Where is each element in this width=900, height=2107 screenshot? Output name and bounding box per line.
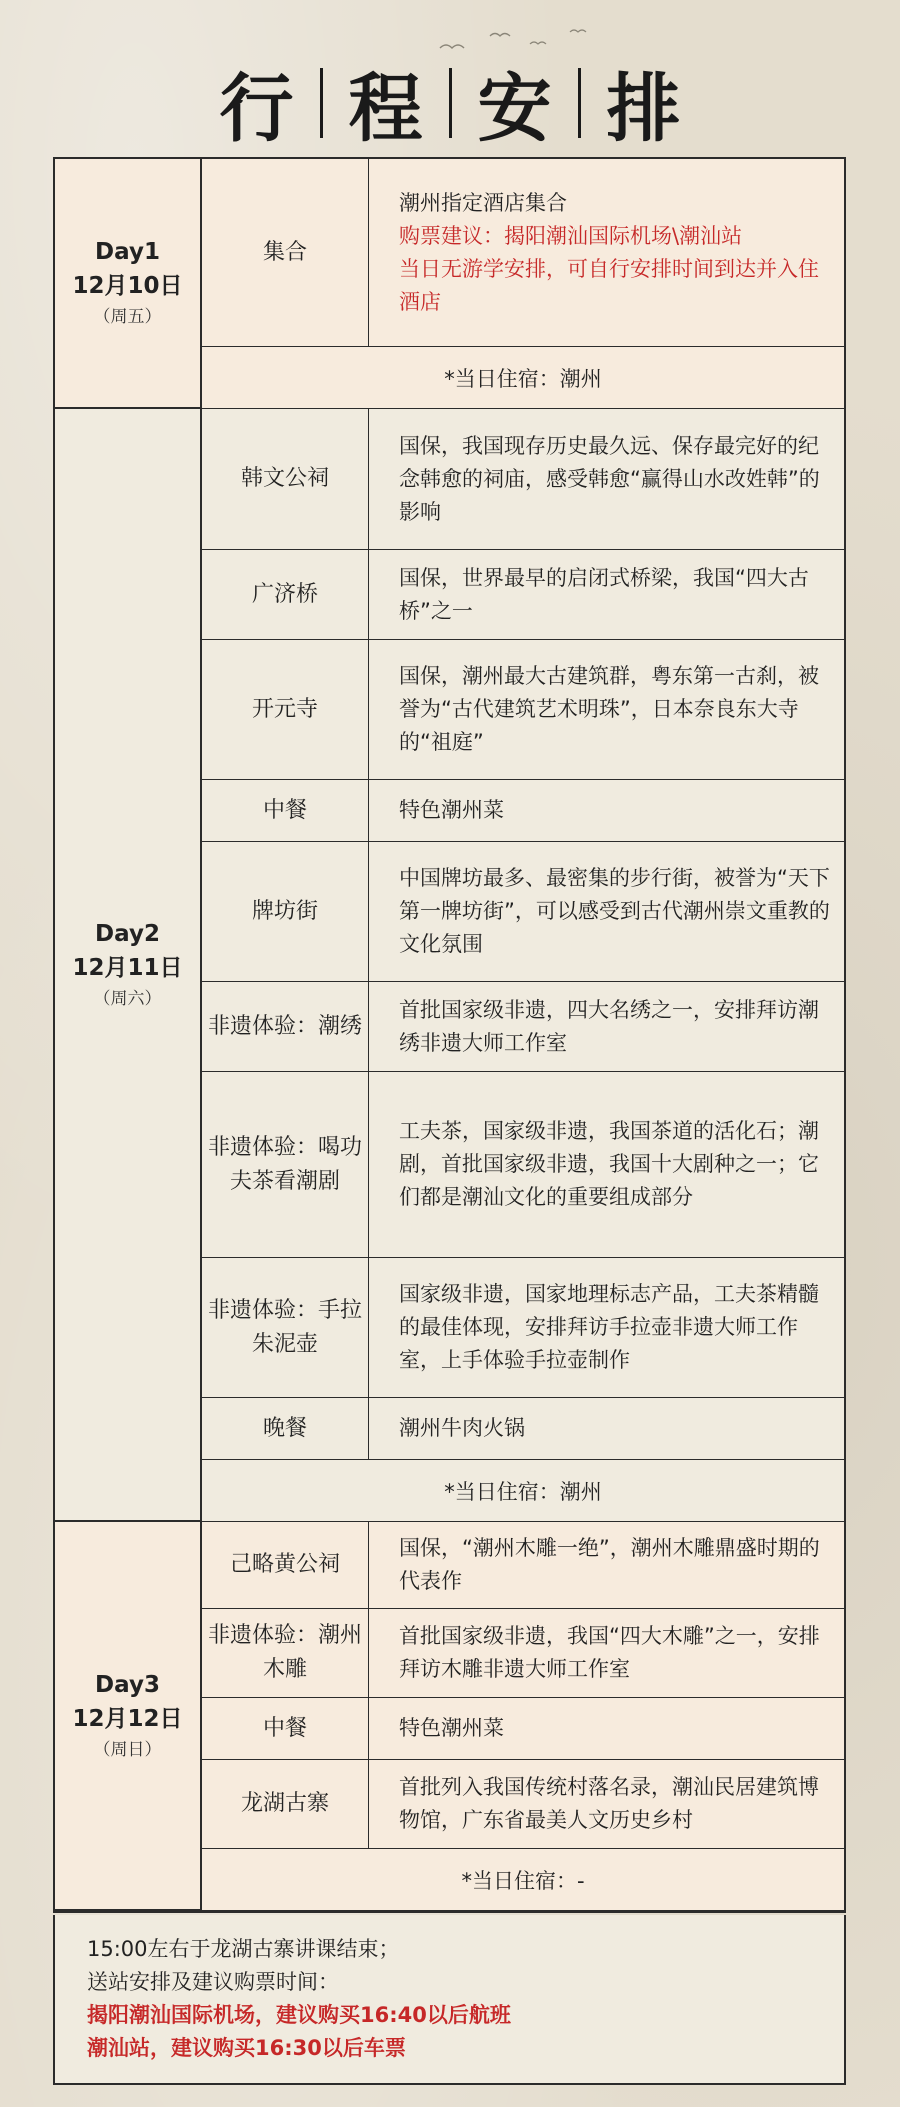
- day-label: Day2: [95, 920, 160, 947]
- overnight-stay: *当日住宿：潮州: [202, 347, 844, 409]
- activity-description: 中国牌坊最多、最密集的步行街，被誉为“天下第一牌坊街”，可以感受到古代潮州崇文重教的文化氛围: [369, 842, 844, 982]
- footer-notes: [53, 1915, 846, 2085]
- arrival-note: 当日无游学安排，可自行安排时间到达并入住酒店: [399, 256, 819, 314]
- activity-name: 中餐: [202, 780, 369, 842]
- day-label: Day1: [95, 239, 160, 265]
- overnight-stay: *当日住宿：潮州: [202, 1460, 844, 1522]
- activity-description: 潮州牛肉火锅: [369, 1398, 844, 1460]
- activity-name: 晚餐: [202, 1398, 369, 1460]
- day-weekday: （周六）: [93, 988, 162, 1009]
- activity-description: 首批国家级非遗，我国“四大木雕”之一，安排拜访木雕非遗大师工作室: [369, 1609, 844, 1698]
- day1-header: [55, 159, 202, 409]
- title-char: 程: [348, 66, 423, 152]
- activity-name: 非遗体验：潮绣: [202, 982, 369, 1072]
- activity-description: 工夫茶，国家级非遗，我国茶道的活化石；潮剧，首批国家级非遗，我国十大剧种之一；它们都是潮汕文化的重要组成部分: [369, 1072, 844, 1258]
- title-char: 排: [606, 66, 681, 152]
- day-weekday: （周五）: [93, 307, 162, 327]
- activity-name: 非遗体验：手拉朱泥壶: [202, 1258, 369, 1398]
- activity-name: 开元寺: [202, 640, 369, 780]
- day3-header: [55, 1522, 202, 1911]
- day-date: 12月12日: [72, 1705, 183, 1732]
- activity-name: 龙湖古寨: [202, 1760, 369, 1849]
- activity-name: 广济桥: [202, 550, 369, 640]
- activity-description: 首批国家级非遗，四大名绣之一，安排拜访潮绣非遗大师工作室: [369, 982, 844, 1072]
- activity-name: 牌坊街: [202, 842, 369, 982]
- activity-name: 韩文公祠: [202, 409, 369, 550]
- activity-name: 非遗体验：潮州木雕: [202, 1609, 369, 1698]
- itinerary-table: [53, 157, 846, 1913]
- activity-description: [369, 159, 844, 347]
- overnight-stay: *当日住宿：-: [202, 1849, 844, 1911]
- gather-location: 潮州指定酒店集合: [399, 190, 567, 215]
- day-date: 12月11日: [72, 954, 183, 981]
- footer-line: 送站安排及建议购票时间：: [87, 1970, 339, 1994]
- activity-description: 国家级非遗，国家地理标志产品，工夫茶精髓的最佳体现，安排拜访手拉壶非遗大师工作室，上手体验手拉壶制作: [369, 1258, 844, 1398]
- station-suggestion: 潮汕站，建议购买16:30以后车票: [87, 2036, 406, 2060]
- airport-suggestion: 揭阳潮汕国际机场，建议购买16:40以后航班: [87, 2003, 511, 2027]
- activity-name: 集合: [202, 159, 369, 347]
- page-title: [0, 48, 900, 158]
- activity-name: 中餐: [202, 1698, 369, 1760]
- activity-description: 国保，我国现存历史最久远、保存最完好的纪念韩愈的祠庙，感受韩愈“赢得山水改姓韩”的影响: [369, 409, 844, 550]
- activity-description: 首批列入我国传统村落名录，潮汕民居建筑博物馆，广东省最美人文历史乡村: [369, 1760, 844, 1849]
- day-weekday: （周日）: [93, 1739, 162, 1760]
- day-date: 12月10日: [72, 273, 183, 299]
- title-char: 行: [219, 66, 294, 152]
- activity-name: 非遗体验：喝功夫茶看潮剧: [202, 1072, 369, 1258]
- activity-description: 特色潮州菜: [369, 1698, 844, 1760]
- day-label: Day3: [95, 1671, 160, 1698]
- ticket-suggestion: 购票建议：揭阳潮汕国际机场\潮汕站: [399, 223, 743, 248]
- title-char: 安: [477, 66, 552, 152]
- day2-header: [55, 409, 202, 1522]
- activity-description: 国保，世界最早的启闭式桥梁，我国“四大古桥”之一: [369, 550, 844, 640]
- activity-description: 国保，潮州最大古建筑群，粤东第一古刹，被誉为“古代建筑艺术明珠”，日本奈良东大寺的“祖庭”: [369, 640, 844, 780]
- activity-description: 特色潮州菜: [369, 780, 844, 842]
- activity-name: 己略黄公祠: [202, 1522, 369, 1609]
- footer-line: 15:00左右于龙湖古寨讲课结束；: [87, 1937, 400, 1961]
- activity-description: 国保，“潮州木雕一绝”，潮州木雕鼎盛时期的代表作: [369, 1522, 844, 1609]
